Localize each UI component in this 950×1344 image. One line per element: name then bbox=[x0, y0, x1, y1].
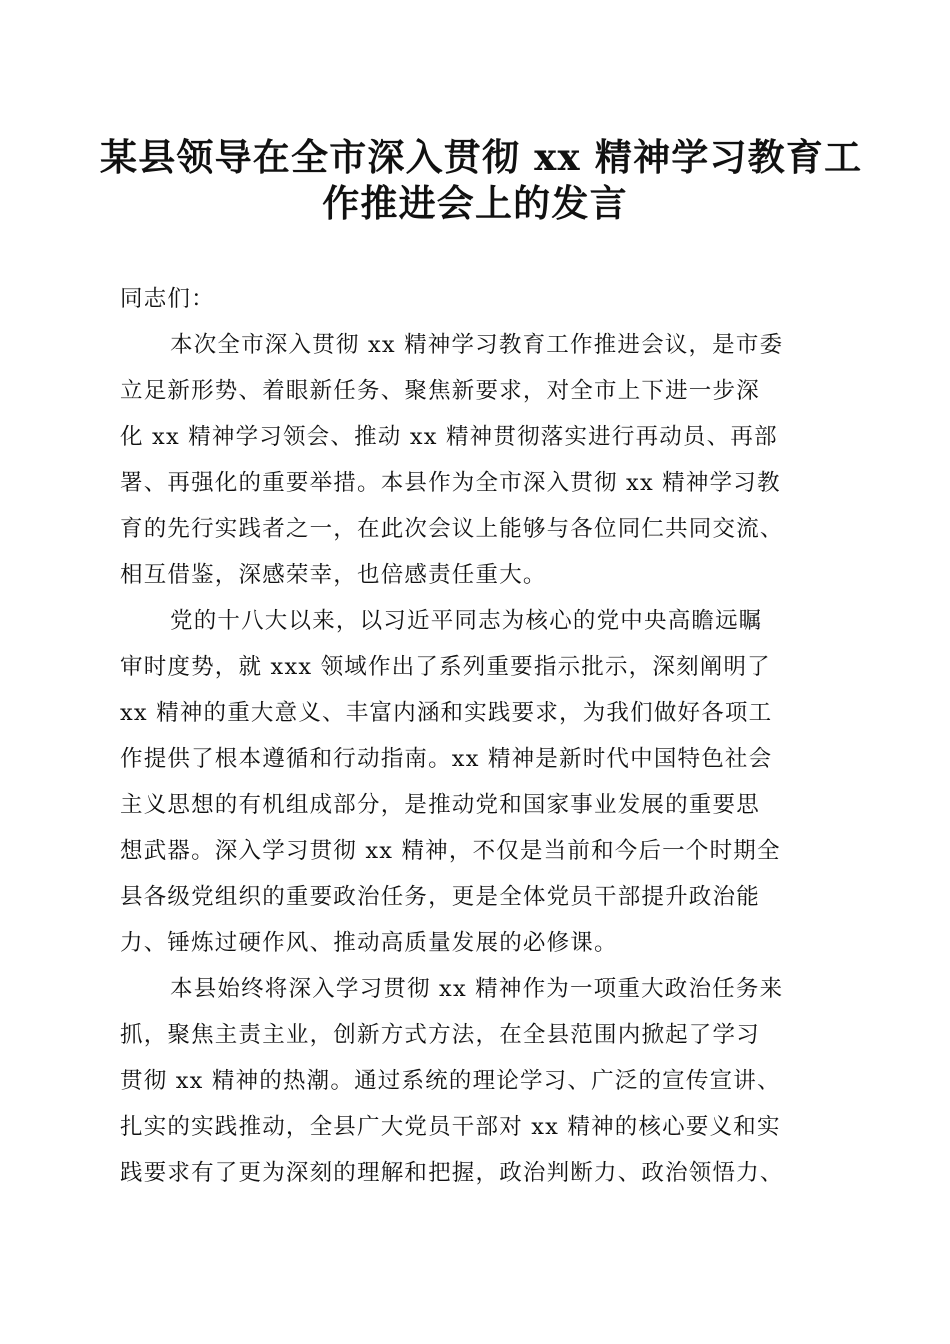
paragraph-line: 抓，聚焦主责主业，创新方式方法，在全县范围内掀起了学习 bbox=[120, 1022, 760, 1048]
paragraph-3 bbox=[120, 966, 838, 1196]
paragraph-line: 践要求有了更为深刻的理解和把握，政治判断力、政治领悟力、 bbox=[120, 1160, 784, 1186]
paragraph-line: 署、再强化的重要举措。本县作为全市深入贯彻 xx 精神学习教 bbox=[120, 470, 781, 496]
paragraph-line: 贯彻 xx 精神的热潮。通过系统的理论学习、广泛的宣传宣讲、 bbox=[120, 1068, 781, 1094]
paragraph-line: 力、锤炼过硬作风、推动高质量发展的必修课。 bbox=[120, 930, 618, 956]
paragraph-line: 扎实的实践推动，全县广大党员干部对 xx 精神的核心要义和实 bbox=[120, 1114, 781, 1140]
paragraph-line: 党的十八大以来，以习近平同志为核心的党中央高瞻远瞩 bbox=[170, 608, 763, 634]
title-line-2: 作推进会上的发言 bbox=[322, 181, 628, 225]
paragraph-line: 本县始终将深入学习贯彻 xx 精神作为一项重大政治任务来 bbox=[170, 976, 784, 1002]
paragraph-line: 主义思想的有机组成部分，是推动党和国家事业发展的重要思 bbox=[120, 792, 760, 818]
title-line-1: 某县领导在全市深入贯彻 xx 精神学习教育工 bbox=[100, 135, 863, 179]
paragraph-line: 化 xx 精神学习领会、推动 xx 精神贯彻落实进行再动员、再部 bbox=[120, 424, 778, 450]
paragraph-line: 县各级党组织的重要政治任务，更是全体党员干部提升政治能 bbox=[120, 884, 760, 910]
paragraph-line: 作提供了根本遵循和行动指南。xx 精神是新时代中国特色社会 bbox=[120, 746, 773, 772]
paragraph-line: 育的先行实践者之一，在此次会议上能够与各位同仁共同交流、 bbox=[120, 516, 784, 542]
paragraph-line: xx 精神的重大意义、丰富内涵和实践要求，为我们做好各项工 bbox=[120, 700, 773, 726]
paragraph-line: 本次全市深入贯彻 xx 精神学习教育工作推进会议，是市委 bbox=[170, 332, 784, 358]
document-title bbox=[100, 134, 863, 226]
paragraph-1 bbox=[120, 322, 838, 598]
paragraph-line: 立足新形势、着眼新任务、聚焦新要求，对全市上下进一步深 bbox=[120, 378, 760, 404]
paragraph-line: 相互借鉴，深感荣幸，也倍感责任重大。 bbox=[120, 562, 547, 588]
paragraph-line: 审时度势，就 xxx 领域作出了系列重要指示批示，深刻阐明了 bbox=[120, 654, 771, 680]
paragraph-2 bbox=[120, 598, 838, 966]
document-body bbox=[120, 276, 838, 1196]
salutation: 同志们： bbox=[120, 286, 215, 312]
paragraph-line: 想武器。深入学习贯彻 xx 精神，不仅是当前和今后一个时期全 bbox=[120, 838, 781, 864]
